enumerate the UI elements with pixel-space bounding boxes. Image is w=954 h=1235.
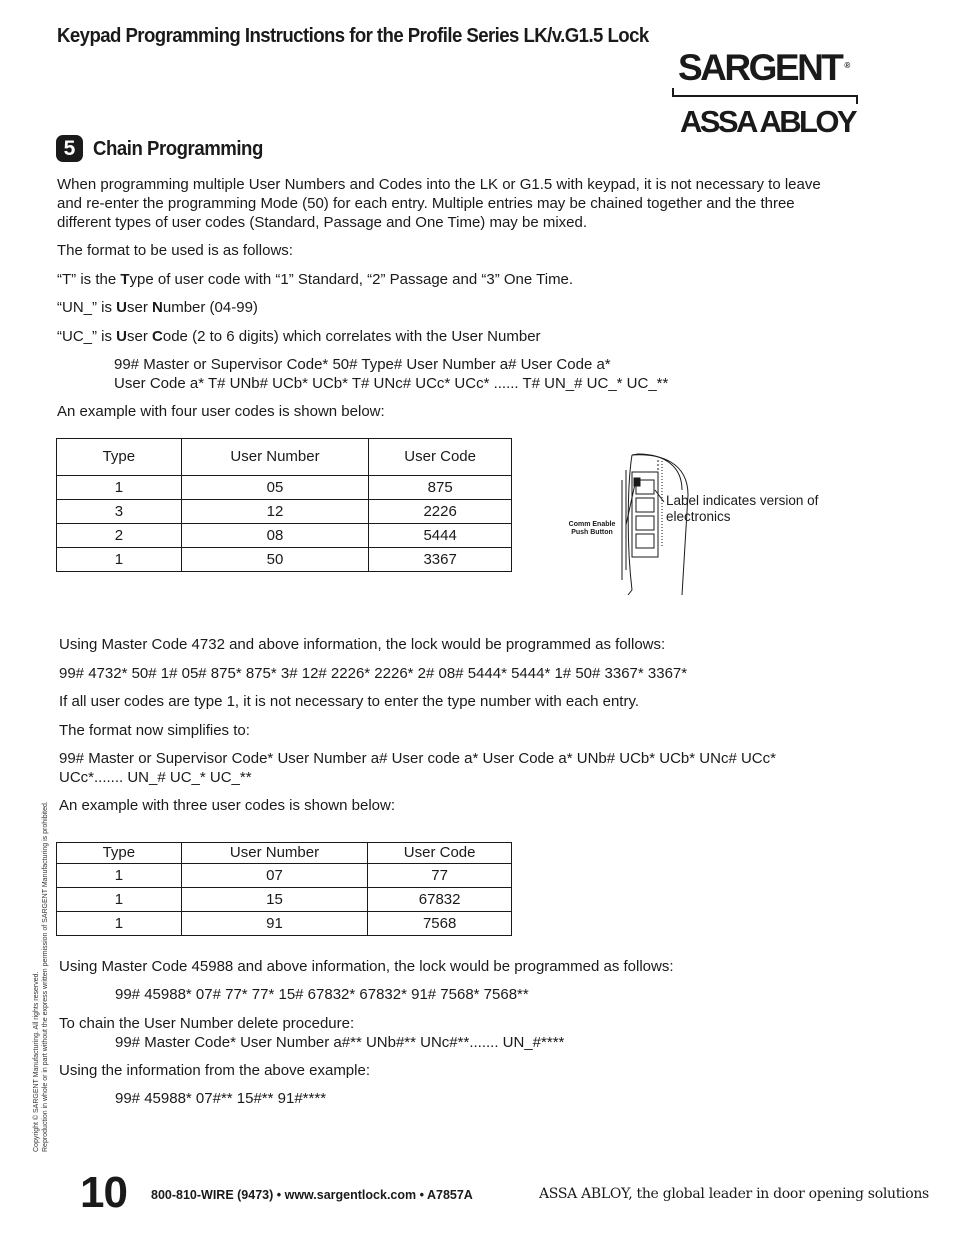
assa-abloy-logo: ASSA ABLOY [680,104,855,139]
definition-type-bold: T [120,271,130,288]
table-row [57,864,512,888]
table-cell: 1 [57,864,182,888]
table-row [57,500,512,524]
definition-uc-bold-u: U [116,328,128,345]
definition-uc-prefix: “UC_” is [57,328,117,345]
definition-type-prefix: “T” is the [57,271,121,288]
copyright-notice [32,801,50,1152]
table-cell: 08 [181,524,369,548]
copyright-line-2: Reproduction in whole or in part without the express written permission of SARGENT Manufacturing is prohibited. [42,801,49,1152]
example2-intro: An example with three user codes is shown below: [59,797,396,814]
step-number-badge: 5 [56,135,83,162]
program1-note: If all user codes are type 1, it is not necessary to enter the type number with each entry. [59,693,640,710]
table-cell: 3 [57,500,182,524]
table-row [57,888,512,912]
intro-line-3: different types of user codes (Standard, Passage and One Time) may be mixed. [57,214,588,231]
table-cell: 05 [181,476,369,500]
registered-mark: ® [844,61,851,70]
program1-intro: Using Master Code 4732 and above information, the lock would be programmed as follows: [59,636,666,653]
table-cell: 3367 [369,548,512,572]
definition-uc-mid: ser [127,328,153,345]
callout-line-1: Comm Enable [568,521,616,528]
definition-un-prefix: “UN_” is [57,299,117,316]
table-cell: 7568 [368,912,512,936]
table-cell: 67832 [368,888,512,912]
table-cell: 77 [368,864,512,888]
footer-tagline: ASSA ABLOY, the global leader in door opening solutions [539,1186,929,1202]
definition-un-mid: ser [127,299,153,316]
definition-type-rest: ype of user code with “1” Standard, “2” Passage and “3” One Time. [129,271,574,288]
program1-format-line-2: UCc*....... UN_# UC_* UC_** [59,769,252,786]
table-cell: 1 [57,888,182,912]
definition-user-code [57,327,541,346]
page-number: 10 [80,1168,127,1217]
definition-uc-rest: ode (2 to 6 digits) which correlates with the User Number [162,328,541,345]
table-row [57,476,512,500]
program1-sequence: 99# 4732* 50# 1# 05# 875* 875* 3# 12# 2226* 2226* 2# 08# 5444* 5444* 1# 50# 3367* 3367* [59,665,688,682]
table-cell: 07 [181,864,368,888]
table-row [57,524,512,548]
comm-enable-callout [558,521,626,537]
table-cell: 5444 [369,524,512,548]
section-heading: Chain Programming [93,138,263,160]
table-header-cell: User Code [368,843,512,864]
format-line-1: 99# Master or Supervisor Code* 50# Type# User Number a# User Code a* [114,356,611,373]
delete-sequence: 99# 45988* 07#** 15#** 91#**** [115,1090,327,1107]
table-row [57,548,512,572]
format-intro: The format to be used is as follows: [57,242,293,259]
table-cell: 875 [369,476,512,500]
document-title: Keypad Programming Instructions for the Profile Series LK/v.G1.5 Lock [57,25,649,47]
definition-user-number [57,298,258,317]
table-cell: 1 [57,912,182,936]
table-cell: 1 [57,548,182,572]
table-header-cell: User Number [181,843,368,864]
using-info: Using the information from the above example: [59,1062,370,1079]
table-cell: 2226 [369,500,512,524]
intro-line-2: and re-enter the programming Mode (50) for each entry. Multiple entries may be chained together and the three [57,195,795,212]
table-cell: 50 [181,548,369,572]
table-header-cell: Type [57,439,182,476]
copyright-line-1: Copyright © SARGENT Manufacturing. All rights reserved. [33,971,40,1152]
program1-format-line-1: 99# Master or Supervisor Code* User Number a# User code a* User Code a* UNb# UCb* UCb* UNc# UCc* [59,750,776,767]
sargent-logo-text: SARGENT [678,47,842,88]
example1-intro: An example with four user codes is shown below: [57,403,385,420]
definition-uc-bold-c: C [152,328,163,345]
definition-un-bold-u: U [116,299,128,316]
sargent-logo [678,47,850,89]
definition-un-bold-n: N [152,299,163,316]
example2-table [56,842,512,936]
delete-format: 99# Master Code* User Number a#** UNb#** UNc#**....... UN_#**** [115,1034,565,1051]
table-cell: 15 [181,888,368,912]
format-line-2: User Code a* T# UNb# UCb* UCb* T# UNc# UCc* UCc* ...... T# UN_# UC_* UC_** [114,375,669,392]
program2-sequence: 99# 45988* 07# 77* 77* 15# 67832* 67832* 91# 7568* 7568** [115,986,529,1003]
example1-table [56,438,512,572]
table-row [57,912,512,936]
definition-un-rest: umber (04-99) [162,299,258,316]
program2-intro: Using Master Code 45988 and above information, the lock would be programmed as follows: [59,958,674,975]
callout-line-2: Push Button [571,529,613,536]
table-cell: 1 [57,476,182,500]
table-header-row [57,843,512,864]
definition-type [57,270,573,289]
logo-divider [672,95,858,97]
table-header-cell: User Number [181,439,369,476]
logo-rule-right-tick [856,95,858,104]
program1-simplify: The format now simplifies to: [59,722,250,739]
footer-contact: 800-810-WIRE (9473) • www.sargentlock.com • A7857A [151,1188,473,1202]
delete-intro: To chain the User Number delete procedure: [59,1015,355,1032]
table-header-cell: Type [57,843,182,864]
table-header-row [57,439,512,476]
table-header-cell: User Code [369,439,512,476]
table-cell: 12 [181,500,369,524]
diagram-label-note: Label indicates version of electronics [666,493,819,524]
table-cell: 2 [57,524,182,548]
intro-line-1: When programming multiple User Numbers and Codes into the LK or G1.5 with keypad, it is not necessary to leave [57,176,821,193]
table-cell: 91 [181,912,368,936]
